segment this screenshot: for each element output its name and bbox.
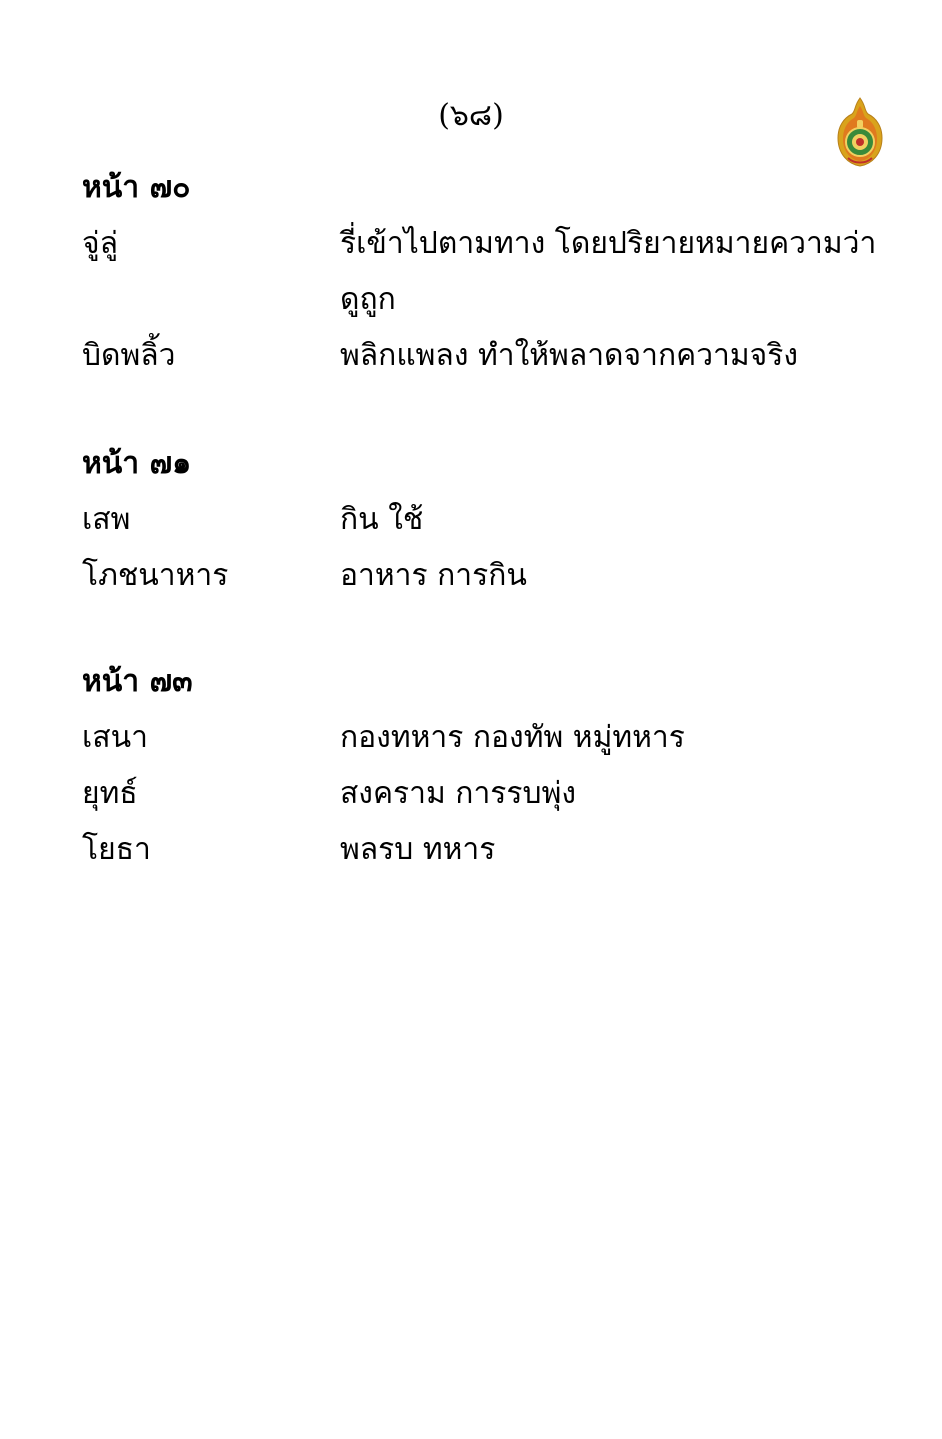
- emblem-icon: [832, 96, 888, 168]
- glossary-definition: [340, 328, 880, 384]
- definition-line: รี่เข้าไปตามทาง โดยปริยายหมายความว่า: [340, 226, 877, 261]
- page-number: (๖๘): [438, 98, 504, 133]
- glossary-term: ยุทธ์: [82, 776, 138, 811]
- definition-line: อาหาร การกิน: [340, 558, 527, 593]
- glossary-definition: [340, 710, 880, 766]
- glossary-definition: [340, 822, 880, 878]
- definition-line: ดูถูก: [340, 282, 396, 317]
- section-page-71: [82, 436, 902, 604]
- glossary-definition: [340, 216, 880, 328]
- glossary-term: เสนา: [82, 720, 148, 755]
- definition-line: กิน ใช้: [340, 502, 424, 537]
- glossary-entry: [82, 548, 902, 604]
- section-heading: หน้า ๗๑: [82, 446, 192, 481]
- glossary-entry: [82, 766, 902, 822]
- definition-line: กองทหาร กองทัพ หมู่ทหาร: [340, 720, 685, 755]
- glossary-entry: [82, 492, 902, 548]
- definition-line: สงคราม การรบพุ่ง: [340, 776, 577, 811]
- section-page-70: [82, 160, 902, 384]
- section-page-73: [82, 654, 902, 878]
- glossary-entry: [82, 822, 902, 878]
- glossary-term: จู่ลู่: [82, 226, 118, 261]
- glossary-definition: [340, 492, 880, 548]
- glossary-entry: [82, 328, 902, 384]
- section-heading: หน้า ๗๐: [82, 170, 191, 205]
- definition-line: พลรบ ทหาร: [340, 832, 496, 867]
- glossary-term: เสพ: [82, 502, 131, 537]
- glossary-entry: [82, 216, 902, 328]
- glossary-term: โยธา: [82, 832, 151, 867]
- glossary-entry: [82, 710, 902, 766]
- glossary-definition: [340, 548, 880, 604]
- section-heading: หน้า ๗๓: [82, 664, 193, 699]
- glossary-term: โภชนาหาร: [82, 558, 229, 593]
- definition-line: พลิกแพลง ทำให้พลาดจากความจริง: [340, 338, 798, 373]
- glossary-definition: [340, 766, 880, 822]
- glossary-term: บิดพลิ้ว: [82, 338, 176, 373]
